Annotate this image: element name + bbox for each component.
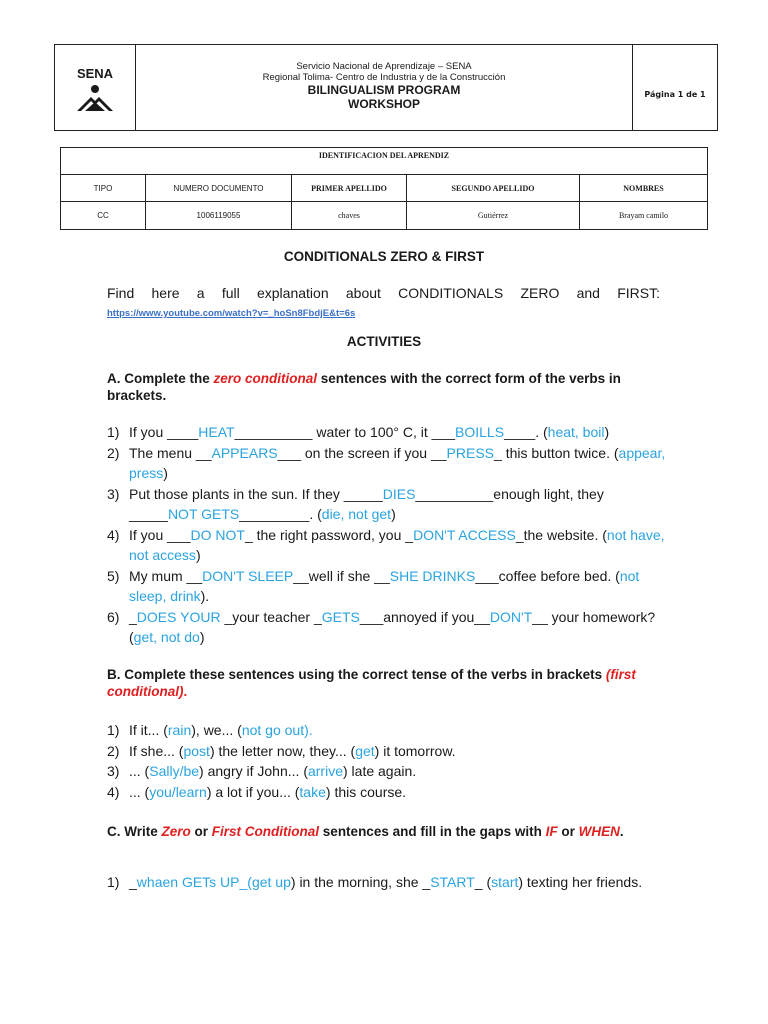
item-number: 4): [107, 526, 120, 543]
answer-text: you/learn: [149, 783, 207, 800]
answer-text: Sally/be: [149, 763, 200, 779]
answer-text: PRESS: [446, 444, 495, 461]
section-a-pre: A. Complete the: [107, 371, 214, 386]
activities-heading: ACTIVITIES: [346, 334, 422, 349]
answer-text: die, not get: [321, 506, 392, 522]
answer-text: whaen GETs UP_(get up: [136, 874, 291, 890]
answer-text: DOES YOUR: [136, 608, 225, 625]
sentence-text: __________enough light, they _____: [129, 485, 604, 522]
answer-text: BOILLS: [455, 424, 505, 440]
sentence-text: ) the letter now, they... (: [209, 742, 356, 759]
answer-text: appear, press: [129, 444, 666, 481]
sentence-text: ___coffee before bed. (: [475, 567, 620, 584]
exercise-item: [107, 443, 667, 484]
page-title: CONDITIONALS ZERO & FIRST: [283, 249, 485, 264]
sentence-text: ... (: [129, 783, 150, 800]
sentence-text: ___ on the screen if you __: [277, 444, 447, 461]
id-table-title: IDENTIFICACION DEL APRENDIZ: [61, 148, 708, 175]
section-b-emphasis: (first conditional): [107, 667, 636, 699]
item-number: 1): [107, 874, 120, 890]
exercise-item: [107, 422, 667, 443]
sentence-text: __ your homework? (: [129, 608, 656, 645]
answer-text: take: [299, 783, 326, 800]
document-header: [54, 44, 718, 131]
sentence-text: ) angry if John... (: [199, 763, 308, 779]
exercise-item: [107, 607, 667, 648]
sentence-text: ): [163, 465, 168, 481]
sentence-text: _: [129, 874, 137, 890]
section-c-part5: .: [619, 824, 624, 839]
cell-primer-apellido: chaves: [292, 202, 407, 230]
sentence-text: If she... (: [129, 742, 184, 759]
sena-logo-icon: [55, 45, 135, 130]
item-number: 2): [107, 444, 120, 461]
col-header-numero-documento: NUMERO DOCUMENTO: [146, 175, 292, 202]
page-number: Página 1 de 1: [644, 90, 706, 99]
col-header-tipo: TIPO: [61, 175, 146, 202]
sentence-text: If it... (: [129, 722, 168, 738]
sentence-text: ): [391, 506, 396, 522]
section-c-part3: sentences and fill in the gaps with: [319, 824, 546, 839]
answer-text: SHE DRINKS: [389, 567, 476, 584]
workshop-title: WORKSHOP: [348, 97, 420, 111]
sentence-text: My mum __: [129, 567, 203, 584]
section-c-first-conditional: First Conditional: [211, 824, 320, 839]
sentence-text: ), we... (: [191, 722, 242, 738]
intro-text: Find here a full explanation about CONDITIONALS ZERO and FIRST:: [107, 285, 660, 301]
answer-text: not sleep, drink: [129, 567, 640, 604]
youtube-link[interactable]: https://www.youtube.com/watch?v=_hoSn8FbdjE&t=6s: [107, 308, 356, 319]
answer-text: not have, not access: [129, 526, 665, 563]
section-a-emphasis: zero conditional: [213, 371, 318, 386]
answer-text: NOT GETS: [167, 506, 240, 522]
header-line2: Regional Tolima- Centro de Industria y de la Construcción: [262, 72, 506, 83]
answer-text: DON'T: [489, 608, 533, 625]
section-a-instruction: [107, 370, 667, 404]
answer-text: not go out).: [241, 722, 313, 738]
section-c-when: WHEN: [578, 824, 620, 839]
exercise-item: [107, 566, 667, 607]
section-c-part1: C. Write: [107, 824, 162, 839]
sentence-text: Put those plants in the sun. If they _____: [129, 485, 383, 502]
cell-tipo: CC: [61, 202, 146, 230]
section-b-list: [107, 720, 667, 802]
header-line1: Servicio Nacional de Aprendizaje – SENA: [296, 61, 472, 72]
sentence-text: _ this button twice. (: [494, 444, 619, 461]
answer-text: GETS: [321, 608, 360, 625]
answer-text: DIES: [382, 485, 416, 502]
sentence-text: ) a lot if you... (: [206, 783, 300, 800]
cell-numero-documento: 1006119055: [146, 202, 292, 230]
answer-text: DON'T SLEEP: [202, 567, 294, 584]
sentence-text: If you ____: [129, 424, 199, 440]
sentence-text: ) this course.: [325, 783, 407, 800]
col-header-segundo-apellido: SEGUNDO APELLIDO: [407, 175, 580, 202]
answer-text: APPEARS: [211, 444, 278, 461]
answer-text: DO NOT: [190, 526, 245, 543]
section-c-part4: or: [557, 824, 579, 839]
section-c-list: [107, 874, 667, 891]
logo-cell: [55, 45, 136, 130]
item-number: 3): [107, 763, 120, 779]
answer-text: get: [355, 742, 375, 759]
section-c-if: IF: [545, 824, 558, 839]
answer-text: post: [183, 742, 210, 759]
sentence-text: The menu __: [129, 444, 212, 461]
sentence-text: ) texting her friends.: [518, 874, 643, 890]
section-a-list: [107, 422, 667, 648]
cell-segundo-apellido: Gutiérrez: [407, 202, 580, 230]
col-header-nombres: NOMBRES: [580, 175, 708, 202]
program-title: BILINGUALISM PROGRAM: [307, 83, 461, 97]
item-number: 3): [107, 485, 120, 502]
sentence-text: ): [199, 629, 205, 645]
answer-text: rain: [167, 722, 192, 738]
sentence-text: ) in the morning, she _: [290, 874, 431, 890]
svg-text:SENA: SENA: [76, 66, 114, 81]
sentence-text: ... (: [129, 763, 150, 779]
sentence-text: ): [604, 424, 610, 440]
header-titles: [135, 45, 633, 130]
section-b-instruction: [107, 666, 667, 700]
section-c-instruction: [107, 823, 667, 840]
section-b-post: .: [183, 684, 188, 699]
exercise-item: [107, 761, 667, 782]
sentence-text: ).: [200, 588, 210, 604]
exercise-item: [107, 874, 667, 891]
cell-nombres: Brayam camilo: [580, 202, 708, 230]
sentence-text: ): [195, 547, 201, 563]
item-number: 1): [107, 424, 120, 440]
learner-id-table: [60, 147, 708, 230]
section-c-part2: or: [190, 824, 212, 839]
item-number: 1): [107, 722, 120, 738]
sentence-text: _ the right password, you _: [244, 526, 414, 543]
sentence-text: _your teacher _: [224, 608, 322, 625]
answer-text: DON'T ACCESS: [413, 526, 516, 543]
item-number: 5): [107, 567, 120, 584]
answer-text: arrive: [307, 763, 343, 779]
sentence-text: __________ water to 100° C, it ___: [234, 424, 456, 440]
sentence-text: ____. (: [504, 424, 548, 440]
section-a-post: sentences with the correct form of the verbs in brackets.: [107, 371, 621, 403]
exercise-item: [107, 782, 667, 803]
exercise-item: [107, 720, 667, 741]
answer-text: get, not do: [133, 629, 200, 645]
sentence-text: _ (: [474, 874, 492, 890]
answer-text: HEAT: [198, 424, 235, 440]
section-c-zero: Zero: [161, 824, 191, 839]
sentence-text: If you ___: [129, 526, 191, 543]
item-number: 2): [107, 742, 120, 759]
sentence-text: _: [129, 608, 137, 625]
exercise-item: [107, 525, 667, 566]
answer-text: start: [491, 874, 519, 890]
section-b-pre: B. Complete these sentences using the correct tense of the verbs in brackets: [107, 667, 606, 682]
sentence-text: _the website. (: [515, 526, 607, 543]
col-header-primer-apellido: PRIMER APELLIDO: [292, 175, 407, 202]
item-number: 4): [107, 783, 120, 800]
sentence-text: ) late again.: [343, 763, 417, 779]
intro-link-wrap: [107, 303, 355, 321]
answer-text: START: [430, 874, 475, 890]
item-number: 6): [107, 608, 120, 625]
sentence-text: __well if she __: [293, 567, 390, 584]
sentence-text: _________. (: [239, 506, 322, 522]
answer-text: heat, boil: [547, 424, 605, 440]
sentence-text: ___annoyed if you__: [359, 608, 490, 625]
exercise-item: [107, 741, 667, 762]
exercise-item: [107, 484, 667, 525]
sentence-text: ) it tomorrow.: [374, 742, 456, 759]
page-cell: [632, 45, 717, 130]
